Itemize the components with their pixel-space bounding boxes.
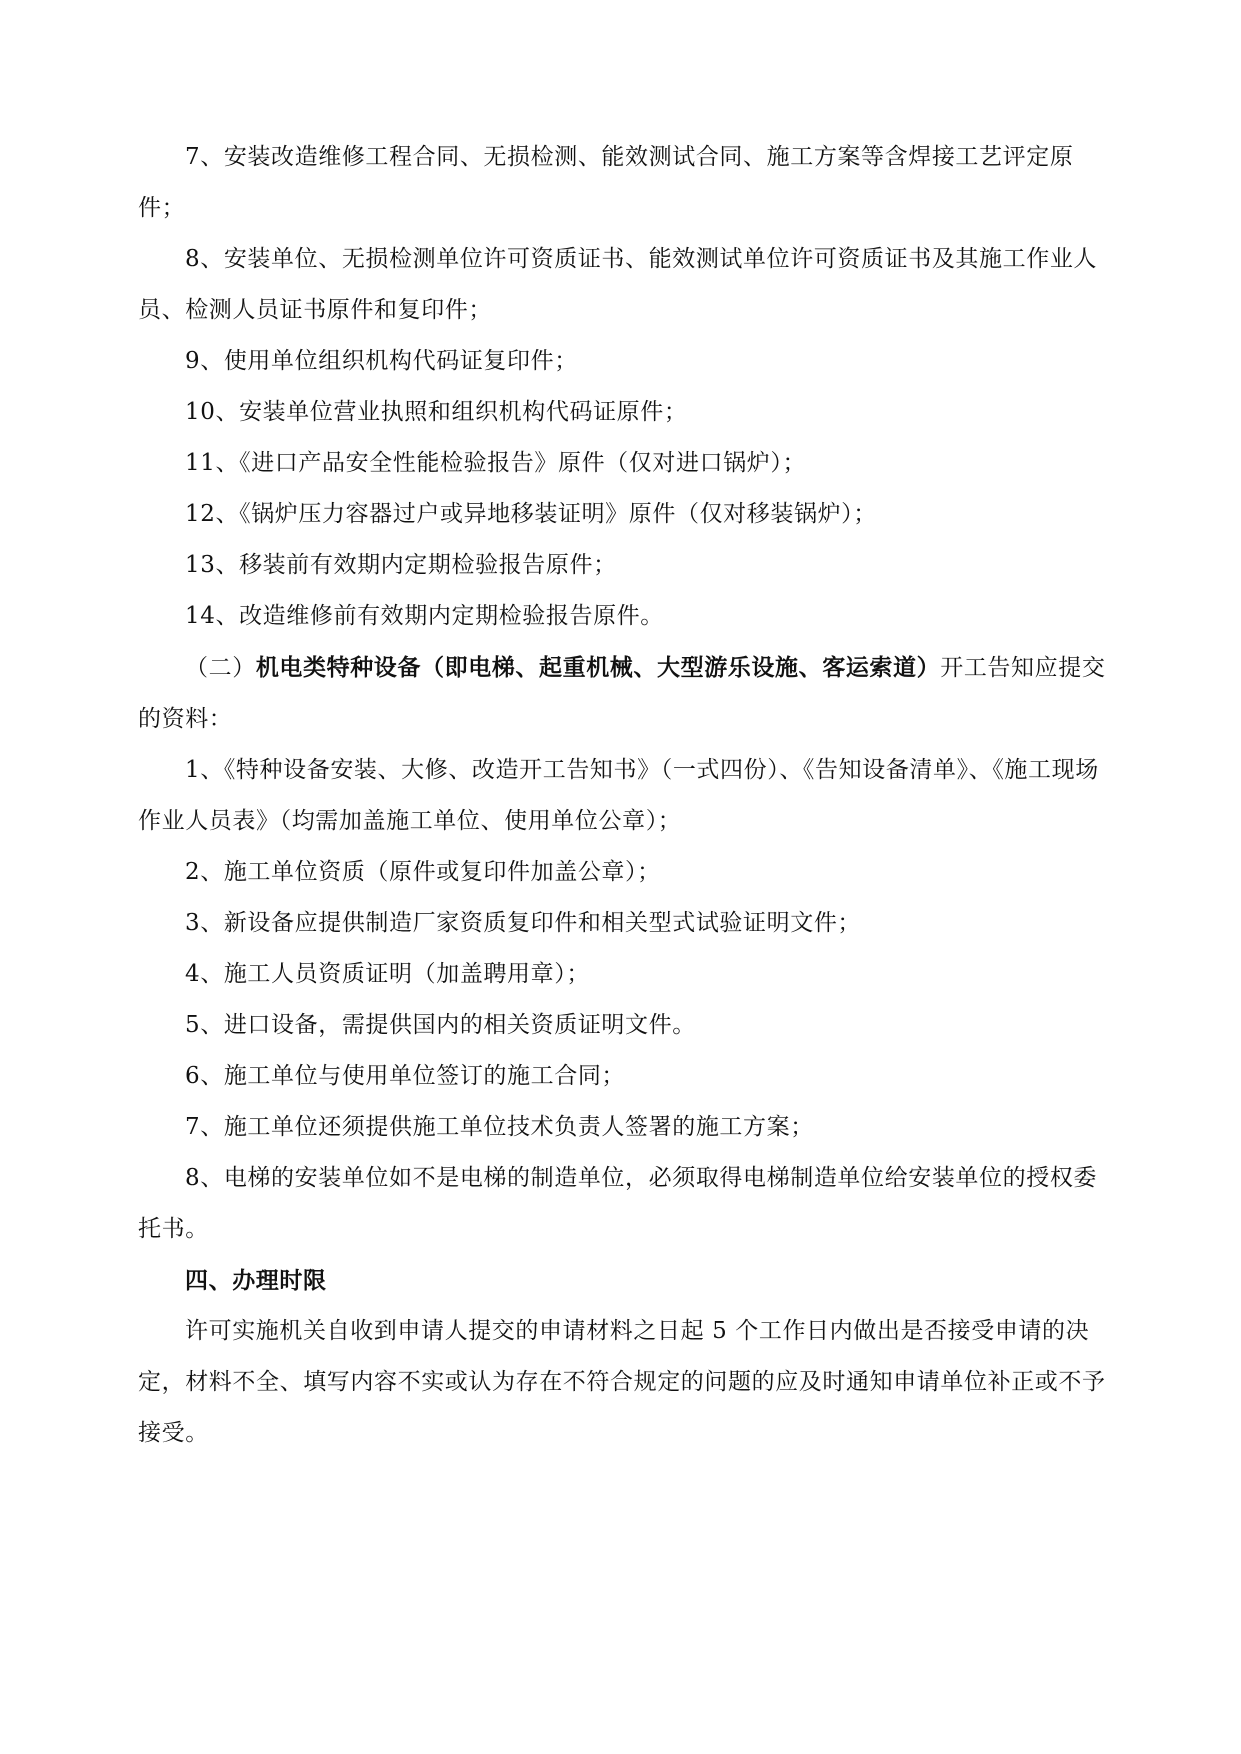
list-item: 13、移装前有效期内定期检验报告原件； xyxy=(185,552,617,578)
list-item: 14、改造维修前有效期内定期检验报告原件。 xyxy=(185,603,664,629)
list-item: 4、施工人员资质证明（加盖聘用章）； xyxy=(185,961,590,987)
subsection-heading xyxy=(138,642,1113,745)
list-item: 8、电梯的安装单位如不是电梯的制造单位，必须取得电梯制造单位给安装单位的授权委托书。 xyxy=(138,1165,1098,1242)
subsection-suffix: 开工告知应提交的资料： xyxy=(138,655,1106,732)
document-body xyxy=(138,132,1113,1459)
subsection-title: 机电类特种设备（即电梯、起重机械、大型游乐设施、客运索道） xyxy=(255,654,941,681)
list-item: 10、安装单位营业执照和组织机构代码证原件； xyxy=(185,399,688,425)
list-item: 11、《进口产品安全性能检验报告》原件（仅对进口锅炉）； xyxy=(185,450,807,476)
list-item: 2、施工单位资质（原件或复印件加盖公章）； xyxy=(185,859,661,885)
list-item: 7、安装改造维修工程合同、无损检测、能效测试合同、施工方案等含焊接工艺评定原件； xyxy=(138,144,1074,221)
subsection-prefix: （二） xyxy=(185,655,256,681)
list-item: 1、《特种设备安装、大修、改造开工告知书》（一式四份）、《告知设备清单》、《施工现场作业人员表》（均需加盖施工单位、使用单位公章）； xyxy=(138,757,1099,834)
list-item: 7、施工单位还须提供施工单位技术负责人签署的施工方案； xyxy=(185,1114,814,1140)
list-item: 12、《锅炉压力容器过户或异地移装证明》原件（仅对移装锅炉）； xyxy=(185,501,877,527)
list-item: 9、使用单位组织机构代码证复印件； xyxy=(185,348,578,374)
section-body: 许可实施机关自收到申请人提交的申请材料之日起 5 个工作日内做出是否接受申请的决定，材料不全、填写内容不实或认为存在不符合规定的问题的应及时通知申请单位补正或不予接受。 xyxy=(138,1318,1106,1446)
list-item: 6、施工单位与使用单位签订的施工合同； xyxy=(185,1063,626,1089)
list-item: 3、新设备应提供制造厂家资质复印件和相关型式试验证明文件； xyxy=(185,910,862,936)
list-item: 8、安装单位、无损检测单位许可资质证书、能效测试单位许可资质证书及其施工作业人员、检测人员证书原件和复印件； xyxy=(138,246,1098,323)
list-item: 5、进口设备，需提供国内的相关资质证明文件。 xyxy=(185,1012,696,1038)
section-heading: 四、办理时限 xyxy=(185,1267,327,1294)
